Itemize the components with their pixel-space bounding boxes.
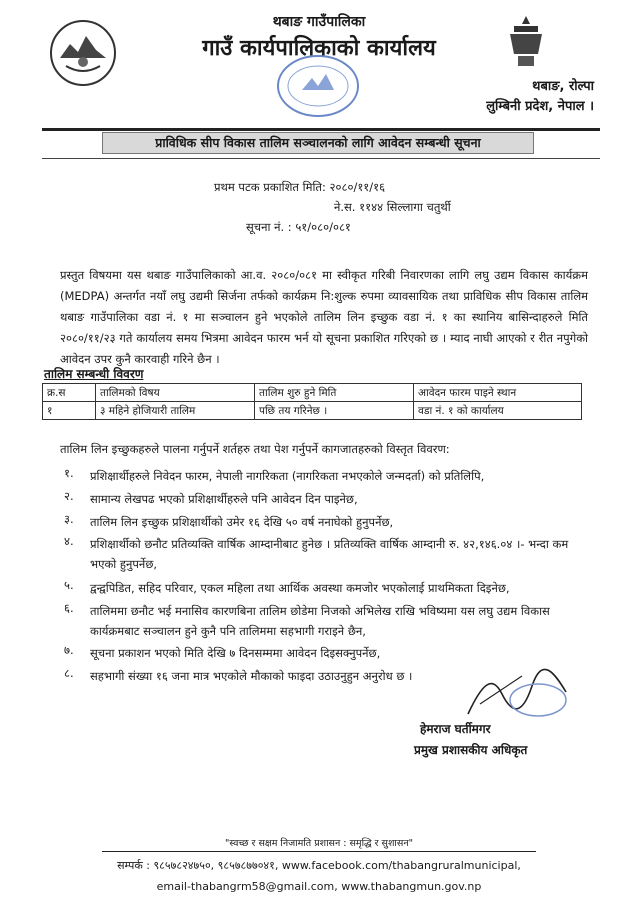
table-header-row xyxy=(43,384,582,402)
training-table xyxy=(42,383,582,420)
header-rule xyxy=(42,128,600,131)
title-underline xyxy=(42,158,600,159)
list-item: तालिममा छनौट भई मनासिव कारणबिना तालिम छोडेमा निजको अभिलेख राखि भविष्यमा यस लघु उद्यम विकास कार्यक्रमबाट सञ्चालन हुने कुनै पनि तालिममा सहभागी गराइने छैन, xyxy=(90,604,550,638)
table-cell: पछि तय गरिनेछ । xyxy=(255,402,414,420)
signatory-title: प्रमुख प्रशासकीय अधिकृत xyxy=(414,743,528,757)
address-district: थबाङ, रोल्पा xyxy=(532,79,594,94)
list-item-number: ८. xyxy=(64,666,74,680)
table-header-cell: तालिमको विषय xyxy=(96,384,255,402)
footer-slogan: "स्वच्छ र सक्षम निजामति प्रशासन : समृद्धि र सुशासन" xyxy=(225,838,413,849)
table-header-cell: आवेदन फारम पाइने स्थान xyxy=(414,384,582,402)
list-item: प्रशिक्षार्थीहरुले निवेदन फारम, नेपाली नागरिकता (नागरिकता नभएकोले जन्मदर्ता) को प्रतिलिपि, xyxy=(90,469,485,483)
list-item-number: १. xyxy=(64,466,74,480)
list-item: तालिम लिन इच्छुक प्रशिक्षार्थीको उमेर १६ देखि ५० वर्ष ननाघेको हुनुपर्नेछ, xyxy=(90,515,394,529)
list-item: द्वन्द्वपिडित, सहिद परिवार, एकल महिला तथा आर्थिक अवस्था कमजोर भएकोलाई प्राथमिकता दिइनेछ, xyxy=(90,581,510,595)
table-cell: १ xyxy=(43,402,96,420)
table-row xyxy=(43,402,582,420)
notice-title: प्राविधिक सीप विकास तालिम सञ्चालनको लागि आवेदन सम्बन्धी सूचना xyxy=(102,132,534,154)
nepal-sambat-date: ने.स. ११४४ सिल्लागा चतुर्थी xyxy=(334,200,451,214)
notice-paragraph: प्रस्तुत विषयमा यस थबाङ गाउँपालिकाको आ.व. २०८०/०८१ मा स्वीकृत गरिबी निवारणका लागि लघु उद्यम विकास कार्यक्रम (MEDPA) अन्तर्गत नयाँ लघु उद्यमी सिर्जना तर्फको कार्यक्रम नि:शुल्क रुपमा व्यावसायिक तथा प्राविधिक सीप विकास तालिम थबाङ गाउँपालिका वडा नं. १ मा सञ्चालन हुने भएकोले तालिम लिन इच्छुक वडा नं. १ का स्थानिय बासिन्दाहरुले मिति २०८०/११/२३ गते कार्यालय समय भित्रमा आवेदन फारम भर्न यो सूचना प्रकाशित गरिएको छ । म्याद नाघी आएको र रीत नपुगेको आवेदन उपर कुनै कारवाही गरिने छैन । xyxy=(60,268,588,366)
published-date: प्रथम पटक प्रकाशित मिति: २०८०/११/१६ xyxy=(214,180,386,194)
footer-rule xyxy=(102,851,536,852)
footer-email-web: email-thabangrm58@gmail.com, www.thabangmun.gov.np xyxy=(156,880,482,893)
table-cell: वडा नं. १ को कार्यालय xyxy=(414,402,582,420)
conditions-intro: तालिम लिन इच्छुकहरुले पालना गर्नुपर्ने शर्तहरु तथा पेश गर्नुपर्ने कागजातहरुको विस्तृत विवरण: xyxy=(60,442,450,456)
list-item: सामान्य लेखपढ भएको प्रशिक्षार्थीहरुले पनि आवेदन दिन पाइनेछ, xyxy=(90,492,358,506)
table-header-cell: क्र.स xyxy=(43,384,96,402)
signature-mark xyxy=(462,664,572,726)
signatory-name: हेमराज घर्तीमगर xyxy=(420,722,491,736)
list-item-number: ३. xyxy=(64,512,74,526)
list-item-number: ७. xyxy=(64,643,74,657)
table-cell: ३ महिने होजियारी तालिम xyxy=(96,402,255,420)
list-item: सहभागी संख्या १६ जना मात्र भएकोले मौकाको फाइदा उठाउनुहुन अनुरोध छ । xyxy=(90,669,413,683)
footer-contact: सम्पर्क : ९८५७८२४७५०, ९८५७८७७०४१, www.facebook.com/thabangruralmunicipal, xyxy=(117,859,521,872)
list-item: प्रशिक्षार्थीको छनौट प्रतिव्यक्ति वार्षिक आम्दानीबाट हुनेछ । प्रतिव्यक्ति वार्षिक आम्दानी रु. ४२,१४६.०४ ।- भन्दा कम भएको हुनुपर्नेछ, xyxy=(90,537,569,571)
training-details-heading: तालिम सम्बन्धी विवरण xyxy=(44,367,144,381)
list-item-number: ६. xyxy=(64,601,74,615)
address-province: लुम्बिनी प्रदेश, नेपाल । xyxy=(486,99,594,114)
notice-number: सूचना नं. : ५१/०८०/०८१ xyxy=(246,220,351,234)
list-item-number: ४. xyxy=(64,534,74,548)
office-name-small: थबाङ गाउँपालिका xyxy=(272,14,366,30)
list-item: सूचना प्रकाशन भएको मिति देखि ७ दिनसम्ममा आवेदन दिइसक्नुपर्नेछ, xyxy=(90,646,381,660)
office-name-main: गाउँ कार्यपालिकाको कार्यालय xyxy=(202,36,436,61)
list-item-number: ५. xyxy=(64,578,74,592)
table-header-cell: तालिम शुरु हुने मिति xyxy=(255,384,414,402)
list-item-number: २. xyxy=(64,489,74,503)
